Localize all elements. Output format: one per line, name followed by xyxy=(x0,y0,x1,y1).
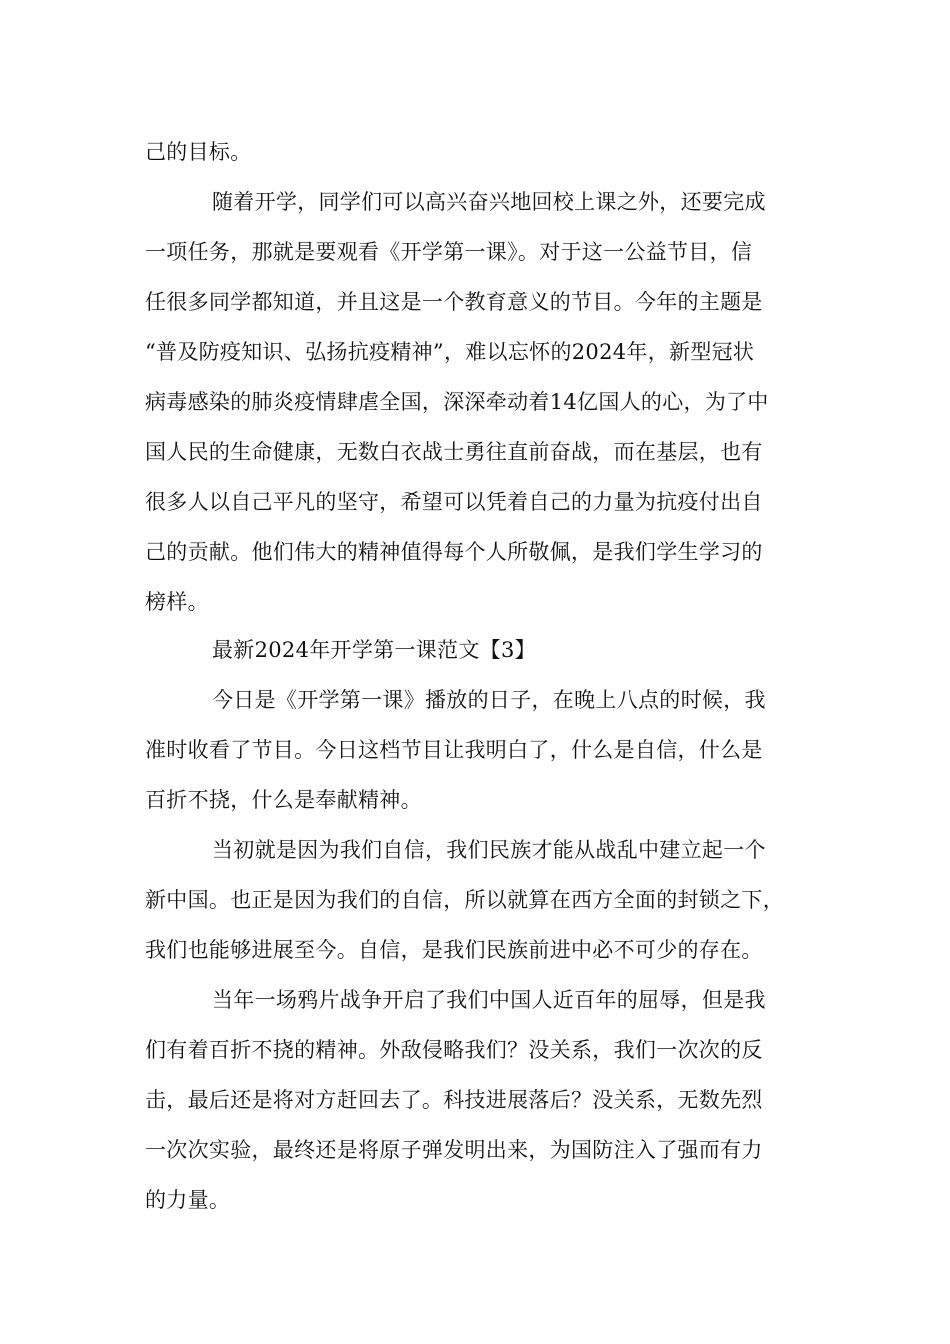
section-heading: 最新2024年开学第一课范文【3】 xyxy=(212,638,536,662)
text-line-8: 很多人以自己平凡的坚守，希望可以凭着自己的力量为抗疫付出自 xyxy=(145,490,763,514)
text-line-15: 当初就是因为我们自信，我们民族才能从战乱中建立起一个 xyxy=(212,838,766,862)
text-line-4: 任很多同学都知道，并且这是一个教育意义的节目。今年的主题是 xyxy=(145,290,763,314)
text-line-12: 今日是《开学第一课》播放的日子，在晚上八点的时候，我 xyxy=(212,688,766,712)
text-line-6: 病毒感染的肺炎疫情肆虐全国，深深牵动着14亿国人的心，为了中 xyxy=(145,390,769,414)
text-line-18b: 当年一场鸦片战争开启了我们中国人近百年的屈辱，但是我 xyxy=(212,988,766,1012)
text-line-3: 一项任务，那就是要观看《开学第一课》。对于这一公益节目，信 xyxy=(145,240,753,264)
text-line-17: 我们也能够进展至今。自信，是我们民族前进中必不可少的存在。 xyxy=(145,938,763,962)
text-line-20: 击，最后还是将对方赶回去了。科技进展落后？没关系，无数先烈 xyxy=(145,1088,763,1112)
text-line-14: 百折不挠，什么是奉献精神。 xyxy=(145,788,422,812)
text-line-7: 国人民的生命健康，无数白衣战士勇往直前奋战，而在基层，也有 xyxy=(145,440,763,464)
text-line-10: 榜样。 xyxy=(145,590,209,614)
text-line-2: 随着开学，同学们可以高兴奋兴地回校上课之外，还要完成 xyxy=(212,190,766,214)
text-line-21: 一次次实验，最终还是将原子弹发明出来，为国防注入了强而有力 xyxy=(145,1138,763,1162)
text-line-9: 己的贡献。他们伟大的精神值得每个人所敬佩，是我们学生学习的 xyxy=(145,540,763,564)
text-line-22: 的力量。 xyxy=(145,1188,231,1212)
text-line-19: 们有着百折不挠的精神。外敌侵略我们？没关系，我们一次次的反 xyxy=(145,1038,763,1062)
text-line-5: “普及防疫知识、弘扬抗疫精神”，难以忘怀的2024年，新型冠状 xyxy=(145,340,755,364)
text-line-13: 准时收看了节目。今日这档节目让我明白了，什么是自信，什么是 xyxy=(145,738,763,762)
text-line-16: 新中国。也正是因为我们的自信，所以就算在西方全面的封锁之下， xyxy=(145,888,784,912)
text-line-1: 己的目标。 xyxy=(145,140,252,164)
